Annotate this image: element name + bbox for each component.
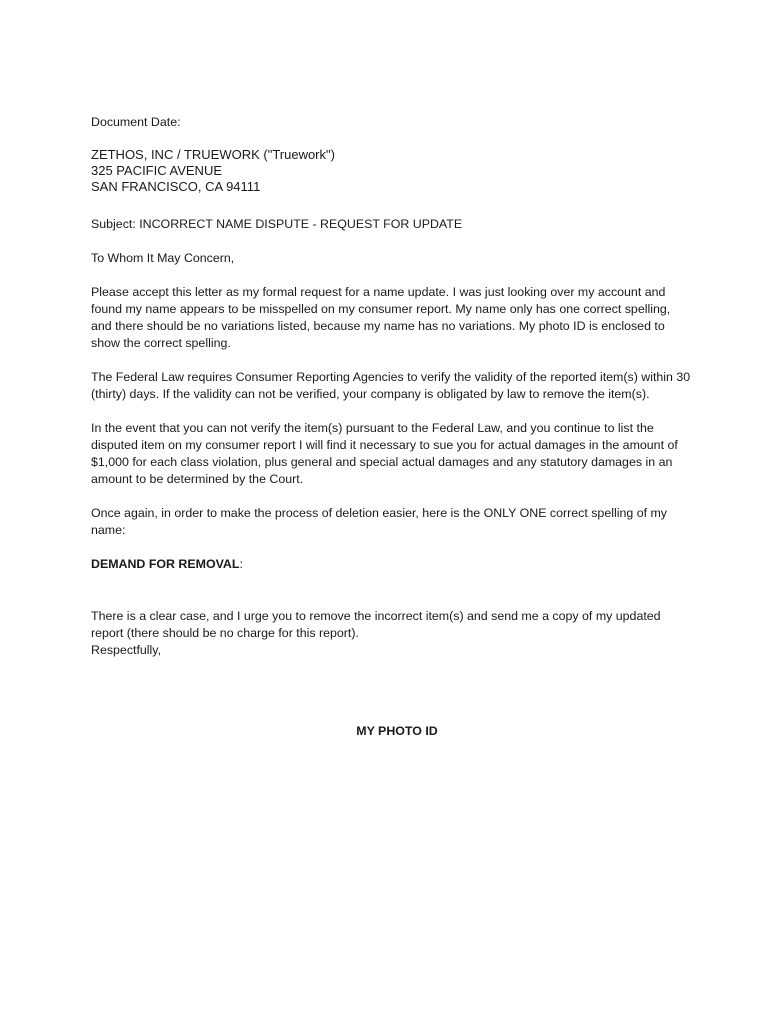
document-date-label: Document Date: bbox=[91, 115, 181, 129]
signoff: Respectfully, bbox=[91, 643, 162, 657]
recipient-line-1: ZETHOS, INC / TRUEWORK ("Truework") bbox=[91, 147, 335, 162]
letter-body bbox=[91, 114, 691, 659]
recipient-address bbox=[91, 147, 691, 195]
recipient-line-2: 325 PACIFIC AVENUE bbox=[91, 163, 223, 178]
photo-id-label: MY PHOTO ID bbox=[356, 724, 438, 738]
paragraph-name-update: Please accept this letter as my formal request for a name update. I was just looking over my account and found my name appears to be misspelled on my consumer report. My name only has one correct spelling, and there should be no variations listed, because my name has no variations. My photo ID is enclosed to show the correct spelling. bbox=[91, 285, 671, 350]
closing-paragraph: There is a clear case, and I urge you to remove the incorrect item(s) and send me a copy of my updated report (there should be no charge for this report). bbox=[91, 609, 661, 640]
greeting: To Whom It May Concern, bbox=[91, 251, 235, 265]
paragraph-federal-law: The Federal Law requires Consumer Reporting Agencies to verify the validity of the reported item(s) within 30 (thirty) days. If the validity can not be verified, your company is obligated by law to remove the item(s). bbox=[91, 370, 691, 401]
recipient-line-3: SAN FRANCISCO, CA 94111 bbox=[91, 179, 261, 194]
paragraph-correct-spelling: Once again, in order to make the process of deletion easier, here is the ONLY ONE correct spelling of my name: bbox=[91, 506, 667, 537]
demand-heading-text: DEMAND FOR REMOVAL bbox=[91, 557, 240, 571]
demand-heading-colon: : bbox=[239, 557, 243, 571]
subject-line: Subject: INCORRECT NAME DISPUTE - REQUEST FOR UPDATE bbox=[91, 217, 463, 231]
demand-heading bbox=[91, 556, 691, 573]
paragraph-damages: In the event that you can not verify the item(s) pursuant to the Federal Law, and you continue to list the disputed item on my consumer report I will find it necessary to sue you for actual damages in the amount of $1,000 for each class violation, plus general and special actual damages and any statutory damages in an amount to be determined by the Court. bbox=[91, 421, 678, 486]
